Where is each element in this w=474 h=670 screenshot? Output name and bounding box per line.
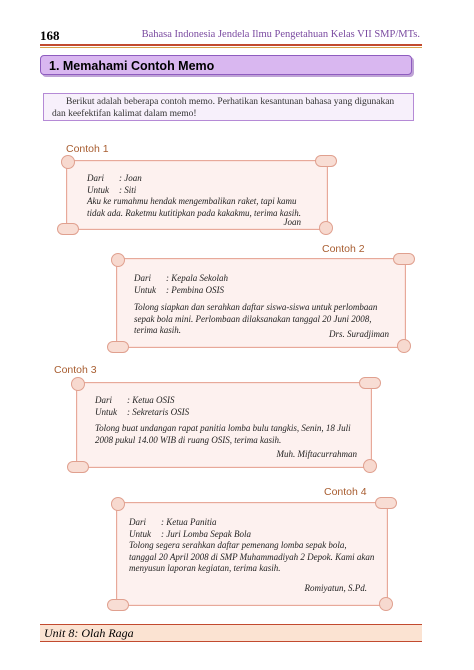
memo-message: Tolong segera serahkan daftar pemenang lomba sepak bola, tanggal 20 April 2008 di SMP Muhammadiyah 2 Depok. Kami akan menyusun laporan kegiatan, terima kasih. — [129, 540, 375, 573]
memo-to-value: : Pembina OSIS — [166, 284, 224, 295]
page-footer — [40, 624, 422, 642]
scroll-curl — [67, 461, 89, 473]
memo-to-row — [95, 407, 357, 419]
page-header — [40, 26, 420, 44]
section-title: 1. Memahami Contoh Memo — [40, 55, 412, 75]
running-title: Bahasa Indonesia Jendela Ilmu Pengetahuan Kelas VII SMP/MTs. — [141, 29, 420, 40]
memo-to-row — [134, 285, 390, 297]
memo-signature: Muh. Miftacurrahman — [276, 449, 357, 459]
memo-signature: Romiyatun, S.Pd. — [304, 583, 367, 593]
footer-unit-title: Unit 8: Olah Raga — [44, 626, 134, 640]
memo-signature: Drs. Suradjiman — [328, 329, 389, 339]
memo-from-value: : Kepala Sekolah — [166, 273, 228, 283]
memo-signature: Joan — [283, 217, 301, 227]
memo-message: Tolong buat undangan rapat panitia lomba bulu tangkis, Senin, 18 Juli 2008 pukul 14.00 WIB di ruang OSIS, terima kasih. — [95, 423, 351, 445]
page-number: 168 — [40, 28, 60, 43]
memo-to-key: Untuk — [95, 406, 117, 417]
memo-4-body — [129, 517, 375, 575]
memo-from-value: : Ketua Panitia — [161, 517, 217, 527]
intro-box — [43, 93, 414, 121]
example-1-label: Contoh 1 — [66, 143, 109, 155]
memo-from-row — [95, 395, 357, 407]
scroll-curl — [111, 253, 125, 267]
example-4-label: Contoh 4 — [324, 486, 367, 498]
scroll-curl — [397, 339, 411, 353]
memo-from-value: : Joan — [119, 173, 142, 183]
scroll-curl — [379, 597, 393, 611]
memo-from-key: Dari — [134, 273, 152, 283]
memo-from-value: : Ketua OSIS — [127, 395, 175, 405]
scroll-curl — [61, 155, 75, 169]
memo-4 — [116, 502, 388, 606]
scroll-curl — [359, 377, 381, 389]
scroll-curl — [107, 341, 129, 353]
scroll-curl — [107, 599, 129, 611]
memo-3 — [76, 382, 372, 468]
memo-message: Tolong siapkan dan serahkan daftar siswa-siswa untuk perlombaan sepak bola mini. Perlombaan dilaksanakan tanggal 20 Juni 2008, terima kasih. — [134, 302, 378, 335]
memo-to-key: Untuk — [134, 284, 156, 295]
scroll-curl — [375, 497, 397, 509]
scroll-curl — [393, 253, 415, 265]
memo-3-body — [95, 395, 357, 446]
scroll-curl — [57, 223, 79, 235]
memo-from-row — [129, 517, 375, 529]
memo-2 — [116, 258, 406, 348]
memo-from-row — [134, 273, 390, 285]
memo-to-key: Untuk — [87, 184, 109, 195]
memo-to-key: Untuk — [129, 528, 151, 539]
memo-1-body — [87, 173, 313, 219]
scroll-curl — [363, 459, 377, 473]
memo-to-row — [129, 529, 375, 541]
scroll-curl — [315, 155, 337, 167]
intro-text: Berikut adalah beberapa contoh memo. Perhatikan kesantunan bahasa yang digunakan dan keefektifan kalimat dalam memo! — [52, 97, 395, 119]
memo-from-key: Dari — [95, 395, 113, 405]
example-2-label: Contoh 2 — [322, 243, 365, 255]
memo-from-key: Dari — [129, 517, 147, 527]
scroll-curl — [71, 377, 85, 391]
memo-from-row — [87, 173, 313, 185]
memo-to-value: : Juri Lomba Sepak Bola — [161, 528, 251, 539]
memo-from-key: Dari — [87, 173, 105, 183]
memo-1 — [66, 160, 328, 230]
scroll-curl — [319, 221, 333, 235]
memo-message: Aku ke rumahmu hendak mengembalikan raket, tapi kamu tidak ada. Raketmu kutitipkan pada kakakmu, terima kasih. — [87, 196, 301, 218]
memo-to-value: : Sekretaris OSIS — [127, 406, 190, 417]
memo-to-value: : Siti — [119, 184, 137, 195]
header-rule — [40, 44, 422, 46]
scroll-curl — [111, 497, 125, 511]
example-3-label: Contoh 3 — [54, 364, 97, 376]
memo-to-row — [87, 185, 313, 197]
header-rule-secondary — [40, 47, 422, 48]
memo-2-body — [134, 273, 390, 337]
